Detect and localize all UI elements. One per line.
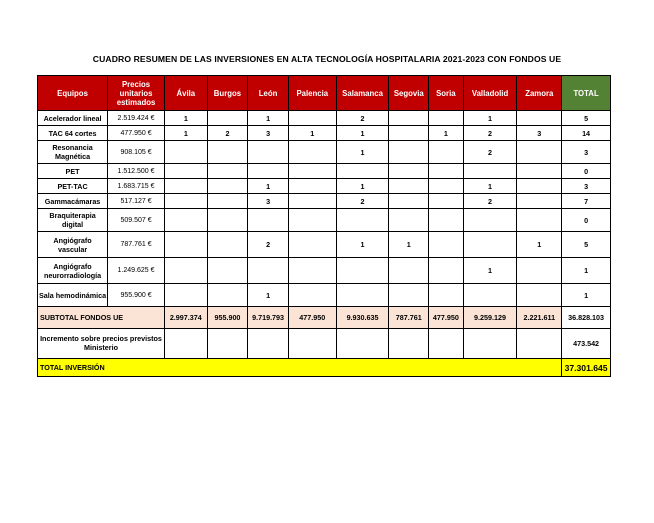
- header-total: TOTAL: [562, 76, 611, 111]
- equipo-label: Sala hemodinámica: [38, 284, 108, 307]
- row-total: 14: [562, 126, 611, 141]
- incremento-label: Incremento sobre precios previstos Ministerio: [38, 329, 165, 359]
- equipo-label: Angiógrafo neurorradiología: [38, 258, 108, 284]
- quantity-cell: [164, 258, 207, 284]
- quantity-cell: [288, 284, 336, 307]
- precio-value: 955.900 €: [108, 284, 165, 307]
- quantity-cell: [429, 209, 464, 232]
- quantity-cell: [517, 164, 562, 179]
- quantity-cell: [164, 194, 207, 209]
- subtotal-amount: 9.719.793: [248, 307, 289, 329]
- empty-cell: [207, 329, 248, 359]
- quantity-cell: [429, 284, 464, 307]
- table-row: [38, 209, 611, 232]
- equipo-label: Gammacámaras: [38, 194, 108, 209]
- precio-value: 787.761 €: [108, 232, 165, 258]
- precio-value: 509.507 €: [108, 209, 165, 232]
- quantity-cell: 1: [336, 141, 389, 164]
- precio-value: 1.683.715 €: [108, 179, 165, 194]
- empty-cell: [164, 329, 207, 359]
- quantity-cell: 1: [463, 111, 517, 126]
- quantity-cell: 1: [248, 179, 289, 194]
- row-total: 3: [562, 141, 611, 164]
- empty-cell: [389, 329, 429, 359]
- quantity-cell: 1: [463, 179, 517, 194]
- header-province: Salamanca: [336, 76, 389, 111]
- quantity-cell: [389, 141, 429, 164]
- quantity-cell: [288, 194, 336, 209]
- quantity-cell: 2: [336, 194, 389, 209]
- quantity-cell: [207, 232, 248, 258]
- table-row: [38, 258, 611, 284]
- equipo-label: PET-TAC: [38, 179, 108, 194]
- table-row: [38, 126, 611, 141]
- quantity-cell: [248, 141, 289, 164]
- row-total: 0: [562, 209, 611, 232]
- quantity-cell: [429, 232, 464, 258]
- subtotal-amount: 955.900: [207, 307, 248, 329]
- quantity-cell: 1: [336, 232, 389, 258]
- header-province: Burgos: [207, 76, 248, 111]
- subtotal-amount: 2.221.611: [517, 307, 562, 329]
- header-province: León: [248, 76, 289, 111]
- quantity-cell: [207, 111, 248, 126]
- quantity-cell: [164, 164, 207, 179]
- quantity-cell: 2: [248, 232, 289, 258]
- empty-cell: [336, 329, 389, 359]
- quantity-cell: 2: [463, 141, 517, 164]
- quantity-cell: [164, 209, 207, 232]
- subtotal-row: [38, 307, 611, 329]
- quantity-cell: [207, 141, 248, 164]
- quantity-cell: [463, 284, 517, 307]
- header-province: Zamora: [517, 76, 562, 111]
- precio-value: 517.127 €: [108, 194, 165, 209]
- quantity-cell: 3: [248, 126, 289, 141]
- quantity-cell: [429, 164, 464, 179]
- quantity-cell: [389, 209, 429, 232]
- quantity-cell: [336, 164, 389, 179]
- row-total: 0: [562, 164, 611, 179]
- equipo-label: Angiógrafo vascular: [38, 232, 108, 258]
- quantity-cell: 2: [207, 126, 248, 141]
- precio-value: 1.249.625 €: [108, 258, 165, 284]
- quantity-cell: [207, 179, 248, 194]
- quantity-cell: [429, 258, 464, 284]
- header-province: Valladolid: [463, 76, 517, 111]
- precio-value: 2.519.424 €: [108, 111, 165, 126]
- quantity-cell: [336, 209, 389, 232]
- subtotal-amount: 2.997.374: [164, 307, 207, 329]
- quantity-cell: [248, 258, 289, 284]
- subtotal-amount: 477.950: [288, 307, 336, 329]
- precio-value: 908.105 €: [108, 141, 165, 164]
- quantity-cell: 1: [164, 111, 207, 126]
- subtotal-amount: 9.259.129: [463, 307, 517, 329]
- empty-cell: [463, 329, 517, 359]
- empty-cell: [248, 329, 289, 359]
- quantity-cell: 1: [336, 126, 389, 141]
- quantity-cell: [207, 284, 248, 307]
- header-province: Ávila: [164, 76, 207, 111]
- quantity-cell: 2: [463, 194, 517, 209]
- quantity-cell: [389, 179, 429, 194]
- quantity-cell: [207, 194, 248, 209]
- table-row: [38, 194, 611, 209]
- equipo-label: Acelerador lineal: [38, 111, 108, 126]
- equipo-label: PET: [38, 164, 108, 179]
- header-equipos: Equipos: [38, 76, 108, 111]
- quantity-cell: [288, 164, 336, 179]
- table-row: [38, 111, 611, 126]
- quantity-cell: 1: [429, 126, 464, 141]
- header-province: Soria: [429, 76, 464, 111]
- quantity-cell: [429, 194, 464, 209]
- quantity-cell: [389, 111, 429, 126]
- quantity-cell: [207, 209, 248, 232]
- total-inversion-label: TOTAL INVERSIÓN: [38, 359, 562, 377]
- subtotal-amount: 9.930.635: [336, 307, 389, 329]
- quantity-cell: [288, 232, 336, 258]
- quantity-cell: [336, 258, 389, 284]
- document-title: CUADRO RESUMEN DE LAS INVERSIONES EN ALTA TECNOLOGÍA HOSPITALARIA 2021-2023 CON FONDOS UE: [92, 54, 562, 64]
- subtotal-total: 36.828.103: [562, 307, 611, 329]
- quantity-cell: [517, 284, 562, 307]
- table-row: [38, 164, 611, 179]
- quantity-cell: 1: [336, 179, 389, 194]
- total-inversion-total: 37.301.645: [562, 359, 611, 377]
- quantity-cell: [517, 209, 562, 232]
- quantity-cell: [429, 111, 464, 126]
- quantity-cell: [248, 164, 289, 179]
- table-row: [38, 179, 611, 194]
- quantity-cell: 3: [248, 194, 289, 209]
- quantity-cell: 2: [336, 111, 389, 126]
- quantity-cell: [517, 258, 562, 284]
- precio-value: 477.950 €: [108, 126, 165, 141]
- quantity-cell: [517, 141, 562, 164]
- quantity-cell: 2: [463, 126, 517, 141]
- subtotal-amount: 787.761: [389, 307, 429, 329]
- equipo-label: Braquiterapia digital: [38, 209, 108, 232]
- quantity-cell: [517, 179, 562, 194]
- quantity-cell: [288, 141, 336, 164]
- equipo-label: Resonancia Magnética: [38, 141, 108, 164]
- quantity-cell: [164, 141, 207, 164]
- table-row: [38, 141, 611, 164]
- row-total: 3: [562, 179, 611, 194]
- quantity-cell: [288, 258, 336, 284]
- quantity-cell: [389, 164, 429, 179]
- equipo-label: TAC 64 cortes: [38, 126, 108, 141]
- header-precios: Precios unitarios estimados: [108, 76, 165, 111]
- empty-cell: [517, 329, 562, 359]
- quantity-cell: [207, 164, 248, 179]
- quantity-cell: [248, 209, 289, 232]
- quantity-cell: 1: [164, 126, 207, 141]
- table-row: [38, 232, 611, 258]
- quantity-cell: 3: [517, 126, 562, 141]
- quantity-cell: [389, 258, 429, 284]
- quantity-cell: [463, 232, 517, 258]
- quantity-cell: [164, 179, 207, 194]
- quantity-cell: [517, 194, 562, 209]
- quantity-cell: 1: [389, 232, 429, 258]
- quantity-cell: [463, 209, 517, 232]
- quantity-cell: [429, 179, 464, 194]
- header-row: [38, 76, 611, 111]
- quantity-cell: [389, 126, 429, 141]
- quantity-cell: [288, 209, 336, 232]
- quantity-cell: 1: [248, 284, 289, 307]
- precio-value: 1.512.500 €: [108, 164, 165, 179]
- row-total: 1: [562, 258, 611, 284]
- quantity-cell: [336, 284, 389, 307]
- subtotal-amount: 477.950: [429, 307, 464, 329]
- row-total: 5: [562, 232, 611, 258]
- quantity-cell: 1: [288, 126, 336, 141]
- quantity-cell: [207, 258, 248, 284]
- quantity-cell: [389, 194, 429, 209]
- empty-cell: [288, 329, 336, 359]
- quantity-cell: [429, 141, 464, 164]
- quantity-cell: [463, 164, 517, 179]
- quantity-cell: 1: [463, 258, 517, 284]
- quantity-cell: [164, 284, 207, 307]
- quantity-cell: [389, 284, 429, 307]
- incremento-total: 473.542: [562, 329, 611, 359]
- subtotal-label: SUBTOTAL FONDOS UE: [38, 307, 165, 329]
- incremento-row: [38, 329, 611, 359]
- row-total: 7: [562, 194, 611, 209]
- quantity-cell: 1: [248, 111, 289, 126]
- empty-cell: [429, 329, 464, 359]
- row-total: 1: [562, 284, 611, 307]
- total-inversion-row: [38, 359, 611, 377]
- header-province: Palencia: [288, 76, 336, 111]
- quantity-cell: [517, 111, 562, 126]
- quantity-cell: [288, 111, 336, 126]
- quantity-cell: [164, 232, 207, 258]
- quantity-cell: 1: [517, 232, 562, 258]
- header-province: Segovia: [389, 76, 429, 111]
- table-row: [38, 284, 611, 307]
- row-total: 5: [562, 111, 611, 126]
- quantity-cell: [288, 179, 336, 194]
- investment-table: [37, 75, 611, 377]
